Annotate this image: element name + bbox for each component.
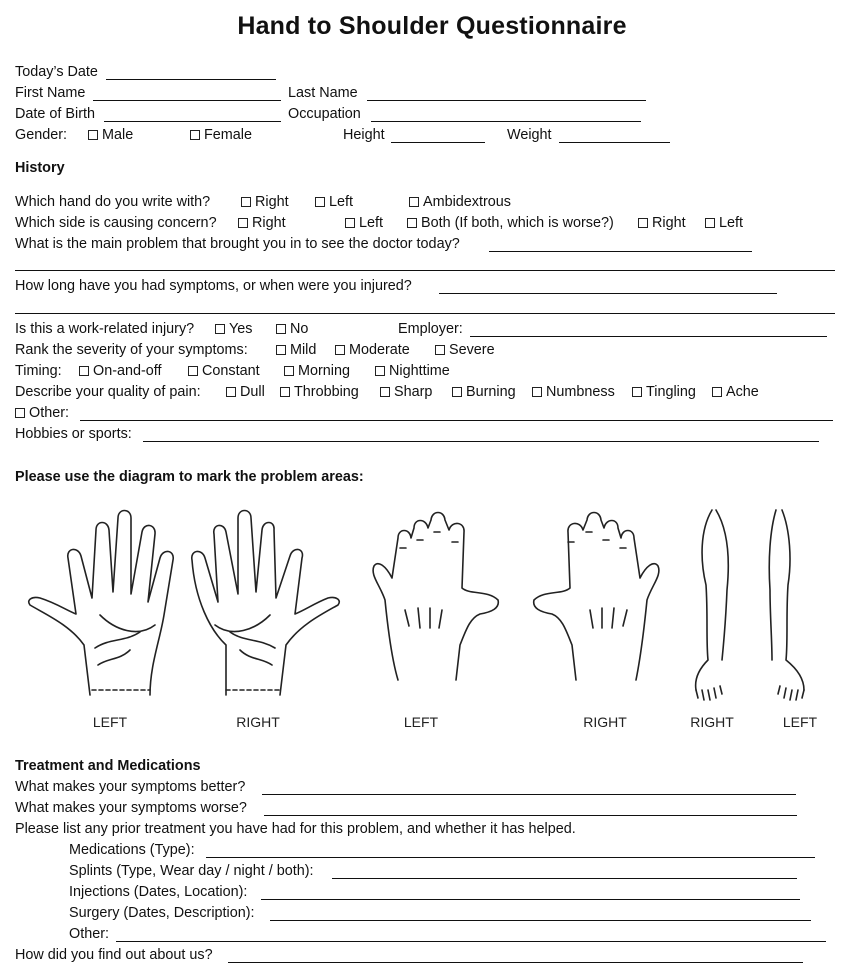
- last-name-field[interactable]: [367, 100, 646, 101]
- pain-quality-question: Describe your quality of pain:: [15, 384, 201, 400]
- main-problem-field-line2[interactable]: [15, 270, 835, 271]
- history-heading: History: [15, 160, 65, 176]
- hobbies-field[interactable]: [143, 441, 819, 442]
- write-ambidextrous-option[interactable]: Ambidextrous: [409, 194, 511, 211]
- weight-field[interactable]: [559, 142, 670, 143]
- checkbox-icon[interactable]: [407, 218, 417, 228]
- occupation-label: Occupation: [288, 106, 361, 122]
- employer-label: Employer:: [398, 321, 463, 337]
- main-problem-field[interactable]: [489, 251, 752, 252]
- diagram-label-arm-left: LEFT: [782, 714, 818, 730]
- checkbox-icon[interactable]: [435, 345, 445, 355]
- timing-nighttime-option[interactable]: Nighttime: [375, 363, 450, 380]
- how-long-field[interactable]: [439, 293, 777, 294]
- todays-date-field[interactable]: [106, 79, 276, 80]
- medications-field[interactable]: [206, 857, 815, 858]
- hobbies-label: Hobbies or sports:: [15, 426, 132, 442]
- pain-other-option[interactable]: Other:: [15, 405, 69, 422]
- prior-treatment-question: Please list any prior treatment you have had for this problem, and whether it has helped.: [15, 821, 576, 837]
- gender-female-option[interactable]: Female: [190, 127, 252, 144]
- timing-constant-option[interactable]: Constant: [188, 363, 260, 380]
- severity-severe-option[interactable]: Severe: [435, 342, 495, 359]
- diagram-label-palm-right: RIGHT: [236, 714, 280, 730]
- checkbox-icon[interactable]: [276, 324, 286, 334]
- checkbox-icon[interactable]: [280, 387, 290, 397]
- pain-throbbing-option[interactable]: Throbbing: [280, 384, 359, 401]
- arm-left[interactable]: [769, 510, 804, 700]
- work-no-option[interactable]: No: [276, 321, 308, 338]
- checkbox-icon[interactable]: [190, 130, 200, 140]
- checkbox-icon[interactable]: [88, 130, 98, 140]
- occupation-field[interactable]: [371, 121, 641, 122]
- checkbox-icon[interactable]: [712, 387, 722, 397]
- concern-left-option[interactable]: Left: [345, 215, 383, 232]
- work-yes-option[interactable]: Yes: [215, 321, 252, 338]
- height-field[interactable]: [391, 142, 485, 143]
- better-field[interactable]: [262, 794, 796, 795]
- timing-morning-option[interactable]: Morning: [284, 363, 350, 380]
- checkbox-icon[interactable]: [380, 387, 390, 397]
- concern-right-option[interactable]: Right: [238, 215, 286, 232]
- diagram-label-back-left: LEFT: [403, 714, 439, 730]
- severity-mild-option[interactable]: Mild: [276, 342, 316, 359]
- write-hand-question: Which hand do you write with?: [15, 194, 211, 210]
- checkbox-icon[interactable]: [452, 387, 462, 397]
- gender-male-option[interactable]: Male: [88, 127, 133, 144]
- pain-ache-option[interactable]: Ache: [712, 384, 759, 401]
- palm-right-hand[interactable]: [192, 511, 339, 696]
- injections-label: Injections (Dates, Location):: [69, 884, 248, 900]
- worse-left-option[interactable]: Left: [705, 215, 743, 232]
- how-long-field-line2[interactable]: [15, 313, 835, 314]
- checkbox-icon[interactable]: [632, 387, 642, 397]
- checkbox-icon[interactable]: [238, 218, 248, 228]
- checkbox-icon[interactable]: [335, 345, 345, 355]
- gender-label: Gender:: [15, 127, 67, 143]
- checkbox-icon[interactable]: [409, 197, 419, 207]
- checkbox-icon[interactable]: [241, 197, 251, 207]
- pain-other-field[interactable]: [80, 420, 833, 421]
- concern-both-option[interactable]: Both (If both, which is worse?): [407, 215, 614, 232]
- worse-question: What makes your symptoms worse?: [15, 800, 247, 816]
- pain-dull-option[interactable]: Dull: [226, 384, 265, 401]
- height-label: Height: [343, 127, 385, 143]
- checkbox-icon[interactable]: [215, 324, 225, 334]
- pain-tingling-option[interactable]: Tingling: [632, 384, 696, 401]
- timing-onoff-option[interactable]: On-and-off: [79, 363, 162, 380]
- how-long-question: How long have you had symptoms, or when were you injured?: [15, 278, 412, 294]
- splints-field[interactable]: [332, 878, 797, 879]
- work-injury-question: Is this a work-related injury?: [15, 321, 195, 337]
- worse-field[interactable]: [264, 815, 797, 816]
- palm-left-hand[interactable]: [29, 511, 173, 696]
- found-us-field[interactable]: [228, 962, 803, 963]
- concern-side-question: Which side is causing concern?: [15, 215, 217, 231]
- checkbox-icon[interactable]: [15, 408, 25, 418]
- checkbox-icon[interactable]: [188, 366, 198, 376]
- checkbox-icon[interactable]: [705, 218, 715, 228]
- diagram-label-arm-right: RIGHT: [690, 714, 734, 730]
- form-title: Hand to Shoulder Questionnaire: [237, 12, 627, 40]
- surgery-field[interactable]: [270, 920, 811, 921]
- surgery-label: Surgery (Dates, Description):: [69, 905, 255, 921]
- dob-field[interactable]: [104, 121, 281, 122]
- todays-date-label: Today’s Date: [15, 64, 98, 80]
- timing-label: Timing:: [15, 363, 62, 379]
- checkbox-icon[interactable]: [638, 218, 648, 228]
- checkbox-icon[interactable]: [276, 345, 286, 355]
- worse-right-option[interactable]: Right: [638, 215, 686, 232]
- pain-numbness-option[interactable]: Numbness: [532, 384, 615, 401]
- checkbox-icon[interactable]: [345, 218, 355, 228]
- back-right-hand[interactable]: [534, 513, 659, 681]
- better-question: What makes your symptoms better?: [15, 779, 246, 795]
- employer-field[interactable]: [470, 336, 827, 337]
- diagram-label-palm-left: LEFT: [92, 714, 128, 730]
- checkbox-icon[interactable]: [315, 197, 325, 207]
- last-name-label: Last Name: [288, 85, 358, 101]
- splints-label: Splints (Type, Wear day / night / both):: [69, 863, 314, 879]
- write-right-option[interactable]: Right: [241, 194, 289, 211]
- weight-label: Weight: [507, 127, 552, 143]
- other-treatment-field[interactable]: [116, 941, 826, 942]
- diagram-label-back-right: RIGHT: [583, 714, 627, 730]
- first-name-label: First Name: [15, 85, 86, 101]
- checkbox-icon[interactable]: [79, 366, 89, 376]
- injections-field[interactable]: [261, 899, 800, 900]
- back-left-hand[interactable]: [373, 513, 498, 681]
- main-problem-question: What is the main problem that brought you in to see the doctor today?: [15, 236, 460, 252]
- severity-moderate-option[interactable]: Moderate: [335, 342, 410, 359]
- write-left-option[interactable]: Left: [315, 194, 353, 211]
- found-us-question: How did you find out about us?: [15, 947, 213, 963]
- dob-label: Date of Birth: [15, 106, 95, 122]
- diagram-heading: Please use the diagram to mark the problem areas:: [15, 469, 364, 485]
- first-name-field[interactable]: [93, 100, 281, 101]
- severity-question: Rank the severity of your symptoms:: [15, 342, 248, 358]
- medications-label: Medications (Type):: [69, 842, 195, 858]
- arm-right[interactable]: [696, 510, 729, 700]
- treatment-heading: Treatment and Medications: [15, 758, 201, 774]
- checkbox-icon[interactable]: [284, 366, 294, 376]
- other-treatment-label: Other:: [69, 926, 109, 942]
- checkbox-icon[interactable]: [532, 387, 542, 397]
- checkbox-icon[interactable]: [226, 387, 236, 397]
- checkbox-icon[interactable]: [375, 366, 385, 376]
- pain-burning-option[interactable]: Burning: [452, 384, 516, 401]
- pain-sharp-option[interactable]: Sharp: [380, 384, 432, 401]
- body-diagram[interactable]: [0, 490, 864, 740]
